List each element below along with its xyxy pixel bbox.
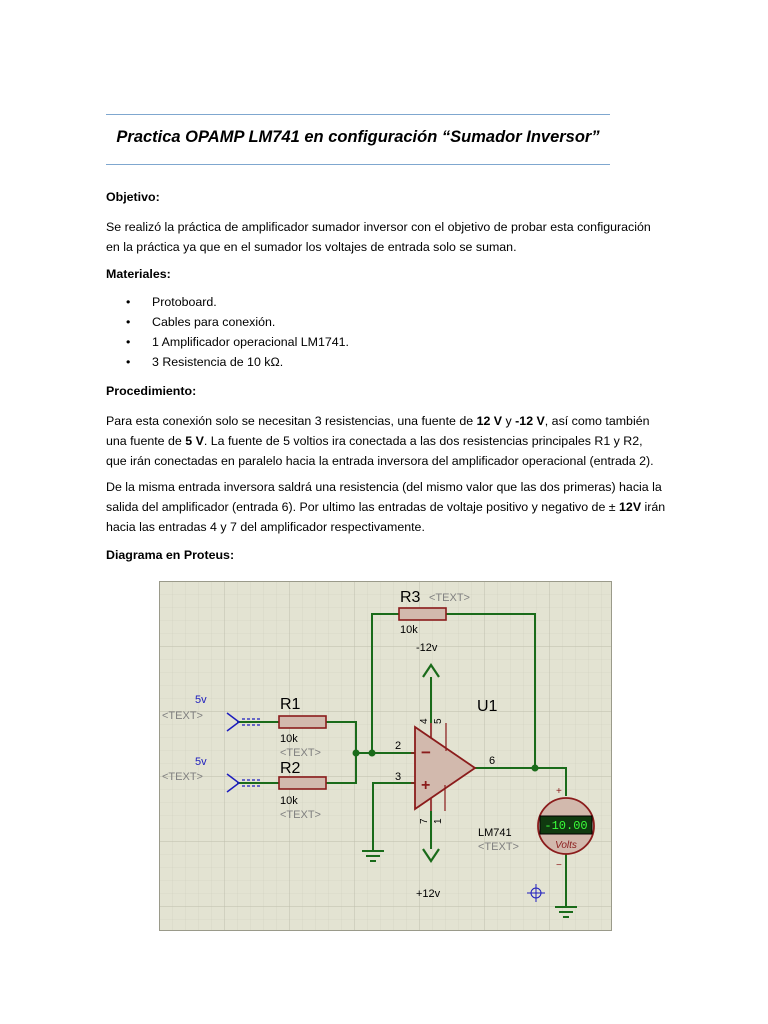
materiales-list: [106, 292, 349, 372]
r2-name: R2: [280, 760, 301, 777]
r2-value: 10k: [280, 795, 298, 807]
proteus-circuit-diagram: [159, 581, 612, 931]
pin-3-label: 3: [395, 771, 402, 783]
list-item: • 1 Amplificador operacional LM1741.: [106, 332, 349, 352]
inline-text: irán hacia las entradas 4 y 7 del amplificador respectivamente.: [106, 500, 666, 534]
procedimiento-heading: Procedimiento:: [106, 384, 197, 398]
r1-value: 10k: [280, 733, 298, 745]
source1-text: <TEXT>: [162, 710, 203, 722]
voltmeter-minus: −: [556, 860, 562, 871]
inline-bold: 5 V: [185, 434, 204, 448]
pin-4-label: 4: [419, 718, 430, 724]
r3-name: R3: [400, 589, 421, 606]
objetivo-text: Se realizó la práctica de amplificador sumador inversor con el objetivo de probar esta configuración en la práctica ya que en el sumador los voltajes de entrada solo se suman.: [106, 220, 651, 254]
source1-value: 5v: [195, 694, 207, 706]
diagrama-heading: Diagrama en Proteus:: [106, 548, 235, 562]
inline-text: y: [502, 414, 516, 428]
r3-text: <TEXT>: [429, 592, 470, 604]
voltmeter-unit: Volts: [555, 840, 577, 851]
document-title: Practica OPAMP LM741 en configuración “Sumador Inversor”: [116, 128, 600, 146]
r2-text: <TEXT>: [280, 809, 321, 821]
inline-text: . La fuente de 5 voltios ira conectada a las dos resistencias principales R1 y R2, que irán conectadas en paralelo hacia la entrada inversora del amplificador operacional (entrada 2).: [106, 434, 654, 468]
list-item: • 3 Resistencia de 10 kΩ.: [106, 352, 349, 372]
source2-text: <TEXT>: [162, 771, 203, 783]
inline-bold: 12 V: [476, 414, 503, 428]
opamp-plus-sign: +: [421, 777, 431, 794]
pos-supply-label: +12v: [416, 888, 441, 900]
junction-dot: [353, 750, 360, 757]
r1-text: <TEXT>: [280, 747, 321, 759]
inline-text: De la misma entrada inversora saldrá una resistencia (del mismo valor que las dos primeras) hacia la salida del amplificador (entrada 6). Por ultimo las entradas de voltaje positivo y negativo de ±: [106, 480, 662, 514]
opamp-name: U1: [477, 698, 498, 715]
inline-bold: 12V: [619, 500, 642, 514]
opamp-text: <TEXT>: [478, 841, 519, 853]
inline-bold: -12 V: [515, 414, 545, 428]
procedimiento-paragraph-2: [106, 477, 666, 537]
title-rule-bottom: [106, 164, 610, 165]
voltmeter-plus: +: [556, 786, 562, 797]
materiales-heading: Materiales:: [106, 267, 171, 281]
objetivo-heading: Objetivo:: [106, 190, 160, 204]
grid-lines: [159, 581, 612, 931]
pin-5-label: 5: [433, 718, 444, 724]
procedimiento-paragraph-1: [106, 411, 666, 471]
junction-dot: [369, 750, 376, 757]
pin-2-label: 2: [395, 740, 402, 752]
pin-7-label: 7: [419, 818, 430, 824]
junction-dot: [532, 765, 539, 772]
r1-name: R1: [280, 696, 301, 713]
source2-value: 5v: [195, 756, 207, 768]
list-item: • Cables para conexión.: [106, 312, 349, 332]
list-item: • Protoboard.: [106, 292, 349, 312]
opamp-model: LM741: [478, 827, 512, 839]
opamp-minus-sign: −: [421, 743, 431, 762]
inline-text: , así como también una fuente de: [106, 414, 650, 448]
pin-1-label: 1: [433, 818, 444, 824]
r3-value: 10k: [400, 624, 418, 636]
title-rule-top: [106, 114, 610, 115]
pin-6-label: 6: [489, 755, 496, 767]
inline-text: Para esta conexión solo se necesitan 3 resistencias, una fuente de: [106, 414, 477, 428]
neg-supply-label: -12v: [416, 642, 438, 654]
voltmeter-reading: -10.00: [544, 819, 588, 833]
